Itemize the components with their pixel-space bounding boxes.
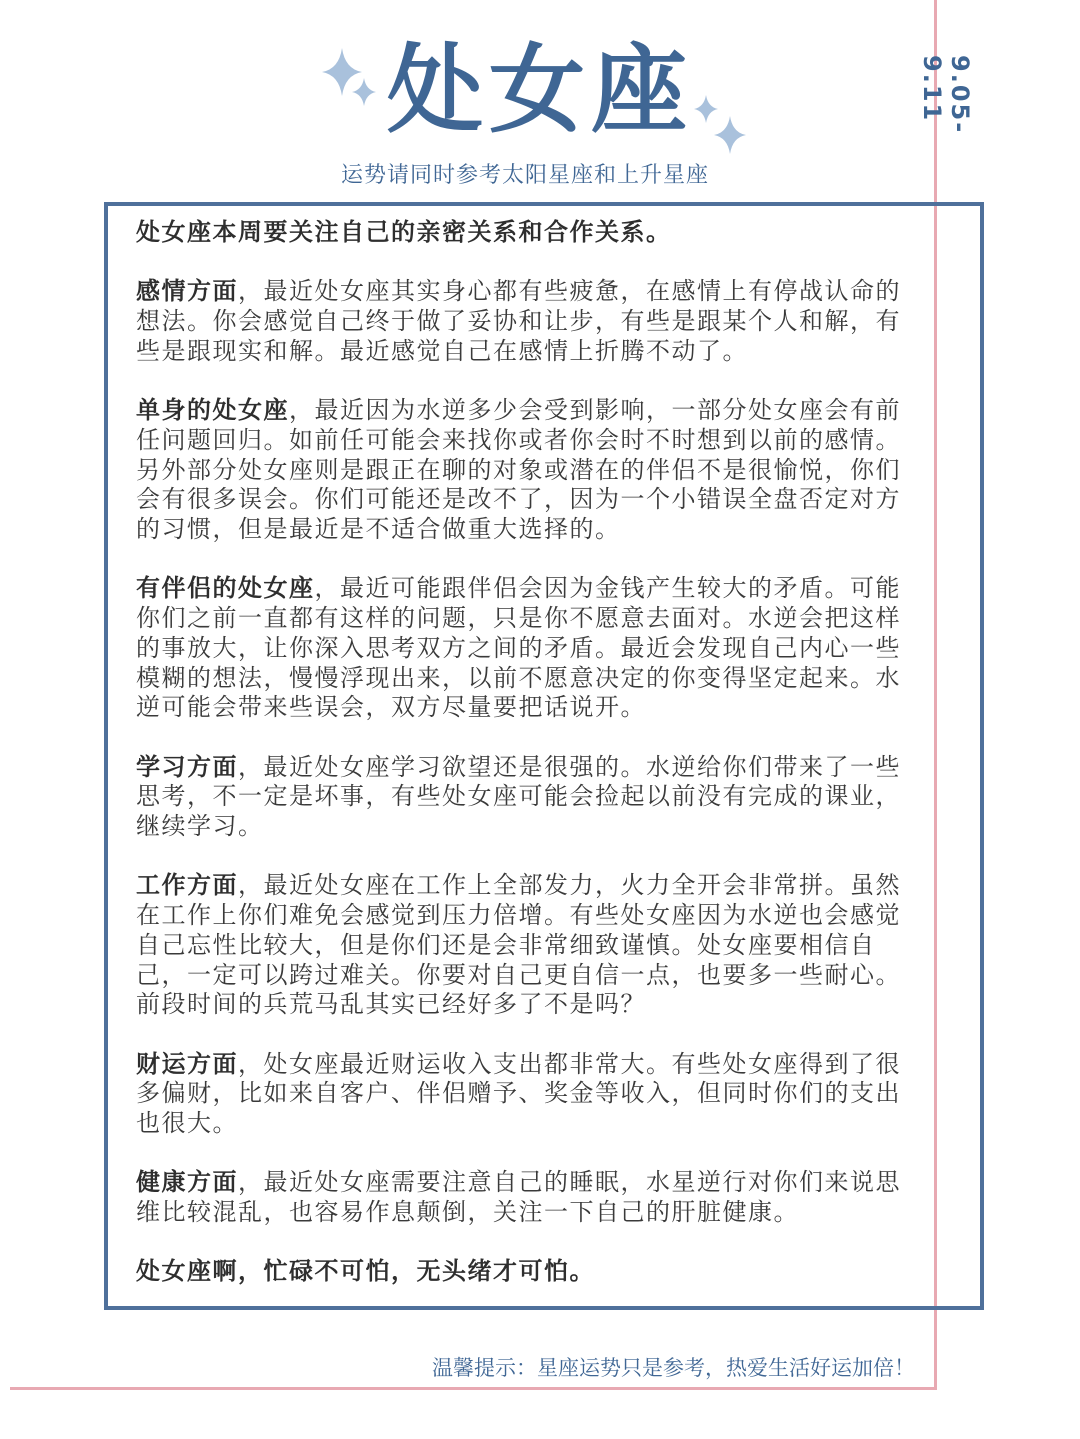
- horoscope-content: [136, 218, 914, 1317]
- section-heading: 工作方面: [136, 871, 238, 900]
- section-heading: 有伴侣的处女座: [136, 574, 315, 603]
- section-love: [136, 277, 914, 366]
- subtitle: 运势请同时参考太阳星座和上升星座: [340, 163, 709, 188]
- closing-line: 处女座啊，忙碌不可怕，无头绪才可怕。: [136, 1257, 595, 1286]
- section-text: ，最近可能跟伴侣会因为金钱产生较大的矛盾。可能你们之前一直都有这样的问题，只是你不愿意去面对。水逆会把这样的事放大，让你深入思考双方之间的矛盾。最近会发现自己内心一些模糊的想法，慢慢浮现出来，以前不愿意决定的你变得坚定起来。水逆可能会带来些误会，双方尽量要把话说开。: [136, 574, 901, 722]
- page-title: 处女座: [387, 34, 693, 146]
- date-range: 9.05-9.11: [918, 55, 974, 135]
- pink-horizontal-line: [10, 1387, 937, 1390]
- section-partnered: [136, 574, 914, 723]
- footer-tip: 温馨提示：星座运势只是参考，热爱生活好运加倍！: [432, 1356, 915, 1380]
- section-text: ，处女座最近财运收入支出都非常大。有些处女座得到了很多偏财，比如来自客户、伴侣赠予、奖金等收入，但同时你们的支出也很大。: [136, 1049, 901, 1137]
- section-heading: 单身的处女座: [136, 396, 289, 425]
- section-heading: 感情方面: [136, 277, 238, 306]
- section-health: [136, 1168, 914, 1227]
- section-single: [136, 396, 914, 545]
- section-text: ，最近因为水逆多少会受到影响，一部分处女座会有前任问题回归。如前任可能会来找你或者你会时不时想到以前的感情。另外部分处女座则是跟正在聊的对象或潜在的伴侣不是很愉悦，你们会有很多误会。你们可能还是改不了，因为一个小错误全盘否定对方的习惯，但是最近是不适合做重大选择的。: [136, 396, 901, 543]
- intro-line: 处女座本周要关注自己的亲密关系和合作关系。: [136, 218, 672, 246]
- section-text: ，最近处女座其实身心都有些疲惫，在感情上有停战认命的想法。你会感觉自己终于做了妥协和让步，有些是跟某个人和解，有些是跟现实和解。最近感觉自己在感情上折腾不动了。: [136, 277, 901, 365]
- section-wealth: [136, 1050, 914, 1139]
- section-work: [136, 871, 914, 1020]
- section-heading: 健康方面: [136, 1168, 238, 1197]
- section-text: ，最近处女座学习欲望还是很强的。水逆给你们带来了一些思考，不一定是坏事，有些处女座可能会捡起以前没有完成的课业，继续学习。: [136, 752, 901, 840]
- section-text: ，最近处女座在工作上全部发力，火力全开会非常拼。虽然在工作上你们难免会感觉到压力倍增。有些处女座因为水逆也会感觉自己忘性比较大，但是你们还是会非常细致谨慎。处女座要相信自己，一定可以跨过难关。你要对自己更自信一点，也要多一些耐心。前段时间的兵荒马乱其实已经好多了不是吗？: [136, 871, 901, 1019]
- section-study: [136, 753, 914, 842]
- section-heading: 财运方面: [136, 1049, 238, 1078]
- section-heading: 学习方面: [136, 752, 238, 781]
- section-text: ，最近处女座需要注意自己的睡眠，水星逆行对你们来说思维比较混乱，也容易作息颠倒，关注一下自己的肝脏健康。: [136, 1168, 901, 1227]
